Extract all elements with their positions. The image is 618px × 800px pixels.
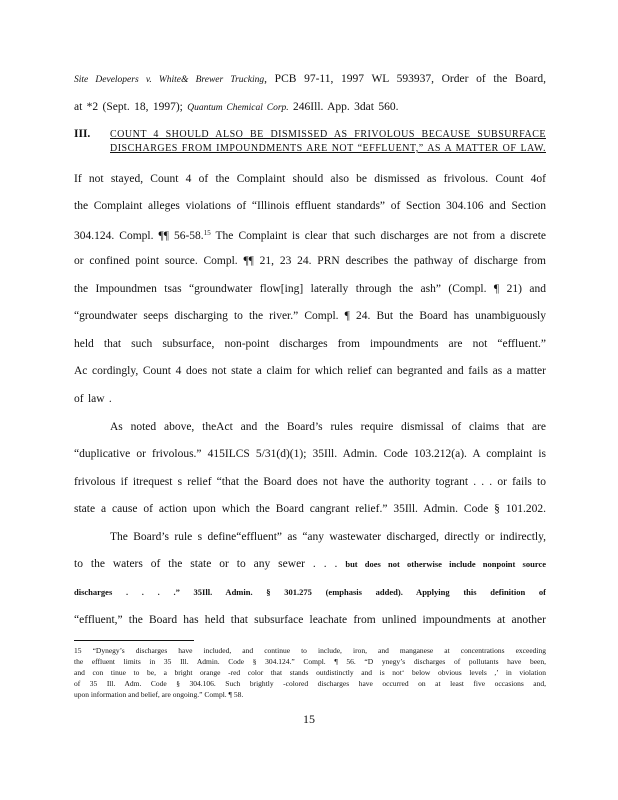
- paragraph-3-line: [74, 585, 546, 599]
- footnote-line: of 35 Ill. Adm. Code § 304.106. Such brightly -colored discharges have occurred on at least five occasions and,: [74, 679, 546, 688]
- paragraph-1-line: the Complaint alleges violations of “Illinois effluent standards” of Section 304.106 and Section: [74, 200, 546, 212]
- paragraph-3-line: [74, 557, 546, 571]
- paragraph-1-line: held that such subsurface, non-point discharges from impoundments are not “effluent.”: [74, 338, 546, 350]
- paragraph-text: discharges . . . .” 35Ill. Admin. § 301.275 (emphasis added). Applying this definition of: [74, 587, 546, 597]
- paragraph-2-line: As noted above, theAct and the Board’s rules require dismissal of claims that are: [110, 421, 546, 433]
- paragraph-3-line: “effluent,” the Board has held that subsurface leachate from unlined impoundments at another: [74, 614, 546, 626]
- paragraph-3-line: The Board’s rule s define“effluent” as “any wastewater discharged, directly or indirectly,: [110, 531, 546, 543]
- paragraph-2-line: frivolous if itrequest s relief “that the Board does not have the authority togrant . . . or fails to: [74, 476, 546, 488]
- section-title-line-2: DISCHARGES FROM IMPOUNDMENTS ARE NOT “EFFLUENT,” AS A MATTER OF LAW.: [110, 143, 546, 154]
- footnote-ref-15: 15: [203, 229, 211, 237]
- paragraph-1-line: If not stayed, Count 4 of the Complaint should also be dismissed as frivolous. Count 4of: [74, 173, 546, 185]
- section-title-line-1: COUNT 4 SHOULD ALSO BE DISMISSED AS FRIVOLOUS BECAUSE SUBSURFACE: [110, 129, 546, 140]
- case-name-quantum: Quantum Chemical Corp.: [187, 103, 289, 113]
- footnote-divider: [74, 640, 194, 641]
- paragraph-1-line: [74, 226, 546, 243]
- paragraph-1-line: the Impoundmen tsas “groundwater flow[ing] laterally through the ash” (Compl. ¶ 21) and: [74, 283, 546, 295]
- footnote-line: upon information and belief, are ongoing.” Compl. ¶ 58.: [74, 690, 244, 699]
- citation-line-2: [74, 100, 546, 115]
- page-number: 15: [303, 712, 315, 726]
- footnote-line: 15 “Dynegy’s discharges have included, and continue to include, iron, and manganese at concentrations exceeding: [74, 646, 546, 655]
- citation-text: 246Ill. App. 3dat 560.: [288, 101, 399, 113]
- citation-text: , PCB 97-11, 1997 WL 593937, Order of the Board,: [264, 73, 547, 85]
- emphasis-text: but does not otherwise include nonpoint source: [345, 559, 546, 569]
- section-title: [110, 128, 546, 156]
- section-number: III.: [74, 128, 91, 140]
- paragraph-text: The Complaint is clear that such discharges are not from a discrete: [210, 230, 547, 242]
- paragraph-text: 304.124. Compl. ¶¶ 56-58.: [74, 230, 204, 242]
- paragraph-1-line: or confined point source. Compl. ¶¶ 21, 23 24. PRN describes the pathway of discharge from: [74, 255, 546, 267]
- paragraph-2-line: state a cause of action upon which the Board cangrant relief.” 35Ill. Admin. Code § 101.202.: [74, 503, 546, 515]
- paragraph-text: to the waters of the state or to any sewer . . .: [74, 558, 338, 570]
- footnote-line: the effluent limits in 35 Ill. Admin. Code § 304.124.” Compl. ¶ 56. “D ynegy’s discharges of pollutants have been,: [74, 657, 546, 666]
- paragraph-1-line: “groundwater seeps discharging to the river.” Compl. ¶ 24. But the Board has unambiguously: [74, 310, 546, 322]
- paragraph-1-line: of law .: [74, 393, 112, 405]
- footnote-line: and con tinue to be, a bright orange -red color that stands outdistinctly and is not‘ below obvious levels ,’ in violation: [74, 668, 546, 677]
- citation-line-1: [74, 72, 546, 87]
- citation-text: at *2 (Sept. 18, 1997);: [74, 101, 188, 113]
- case-name-site-developers: Site Developers v. White& Brewer Trucking: [74, 75, 265, 85]
- paragraph-2-line: “duplicative or frivolous.” 415ILCS 5/31(d)(1); 35Ill. Admin. Code 103.212(a). A complaint is: [74, 448, 546, 460]
- paragraph-1-line: Ac cordingly, Count 4 does not state a claim for which relief can begranted and fails as a matter: [74, 365, 546, 377]
